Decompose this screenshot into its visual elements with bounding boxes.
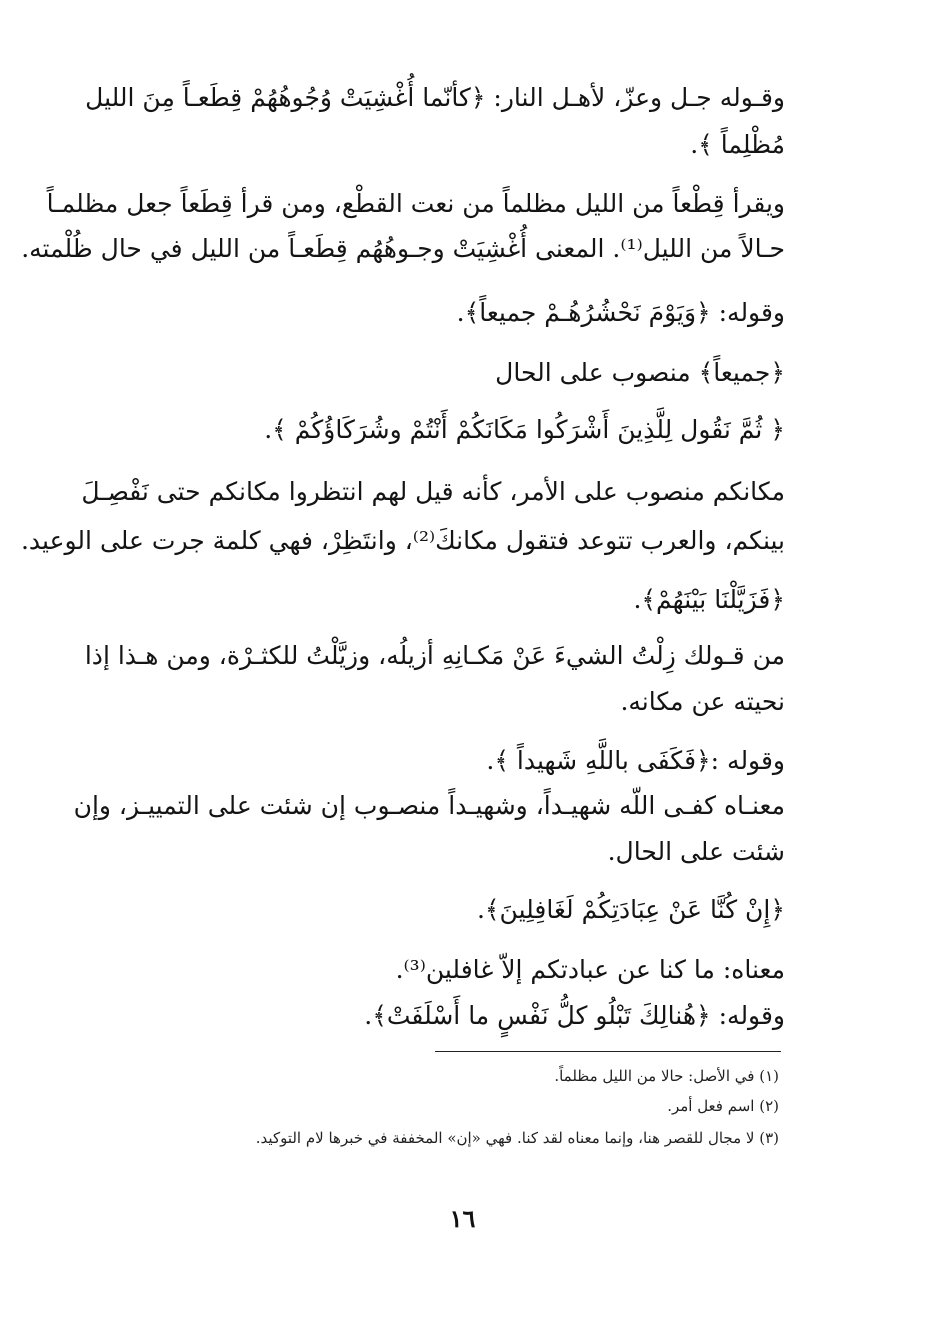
text-line-4: حـالاً من الليل⁽¹⁾. المعنى أُغْشِيَتْ وجـوهُهُم قِطَعـاً من الليل في حال ظُلْمته. bbox=[21, 234, 785, 263]
text-line-16: ﴿إِنْ كُنَّا عَنْ عِبَادَتِكُمْ لَغَافِلِينَ﴾. bbox=[476, 895, 785, 924]
text-line-12: نحيته عن مكانه. bbox=[620, 687, 785, 716]
text-line-3: ويقرأ قِطْعاً من الليل مظلماً من نعت القطْع، ومن قرأ قِطَعاً جعل مظلمـاً bbox=[46, 189, 785, 218]
text-line-7: ﴿ ثُمَّ نَقُول لِلَّذِينَ أَشْرَكُوا مَكَانَكُمْ أَنْتُمْ وشُرَكَاؤُكُمْ ﴾. bbox=[264, 415, 785, 444]
text-line-14: معنـاه كفـى اللّه شهيـداً، وشهيـداً منصـوب إن شئت على التمييـز، وإن bbox=[73, 791, 785, 820]
footnote-2: (٢) اسم فعل أمر. bbox=[667, 1097, 779, 1115]
text-line-10: ﴿فَزَيَّلْنَا بَيْنَهُمْ﴾. bbox=[633, 585, 785, 614]
footnote-separator bbox=[435, 1051, 781, 1052]
text-line-11: من قـولك زِلْتُ الشيءَ عَنْ مَكـانِهِ أزيلُه، وزيَّلْتُ للكثـرْة، ومن هـذا إذا bbox=[84, 641, 785, 670]
text-line-17: معناه: ما كنا عن عبادتكم إلاّ غافلين⁽³⁾. bbox=[395, 955, 785, 984]
text-line-6: ﴿جميعاً﴾ منصوب على الحال bbox=[495, 358, 785, 387]
text-line-5: وقوله: ﴿وَيَوْمَ نَحْشُرُهُـمْ جميعاً﴾. bbox=[456, 298, 785, 327]
footnote-3: (٣) لا مجال للقصر هنا، وإنما معناه لقد كنا. فهي «إن» المخففة في خبرها لام التوكيد. bbox=[255, 1129, 779, 1147]
text-line-15: شئت على الحال. bbox=[607, 837, 785, 866]
text-line-18: وقوله: ﴿هُنالِكَ تَبْلُو كلُّ نَفْسٍ ما أَسْلَفَتْ﴾. bbox=[364, 1001, 785, 1030]
text-line-2: مُظْلِماً ﴾. bbox=[690, 130, 785, 159]
footnote-1: (١) في الأصل: حالا من الليل مظلماً. bbox=[554, 1067, 779, 1085]
page-number: ١٦ bbox=[449, 1204, 476, 1233]
text-line-13: وقوله :﴿فَكَفَى باللَّهِ شَهيداً ﴾. bbox=[486, 746, 785, 775]
text-line-9: بينكم، والعرب تتوعد فتقول مكانكَ⁽²⁾، وانتَظِرْ، فهي كلمة جرت على الوعيد. bbox=[20, 526, 785, 555]
text-line-8: مكانكم منصوب على الأمر، كأنه قيل لهم انتظروا مكانكم حتى نَفْصِـلَ bbox=[81, 477, 785, 506]
text-line-1: وقـوله جـل وعزّ، لأهـل النار: ﴿كأنّما أُغْشِيَتْ وُجُوهُهُمْ قِطَعـاً مِنَ الليل bbox=[85, 83, 785, 112]
